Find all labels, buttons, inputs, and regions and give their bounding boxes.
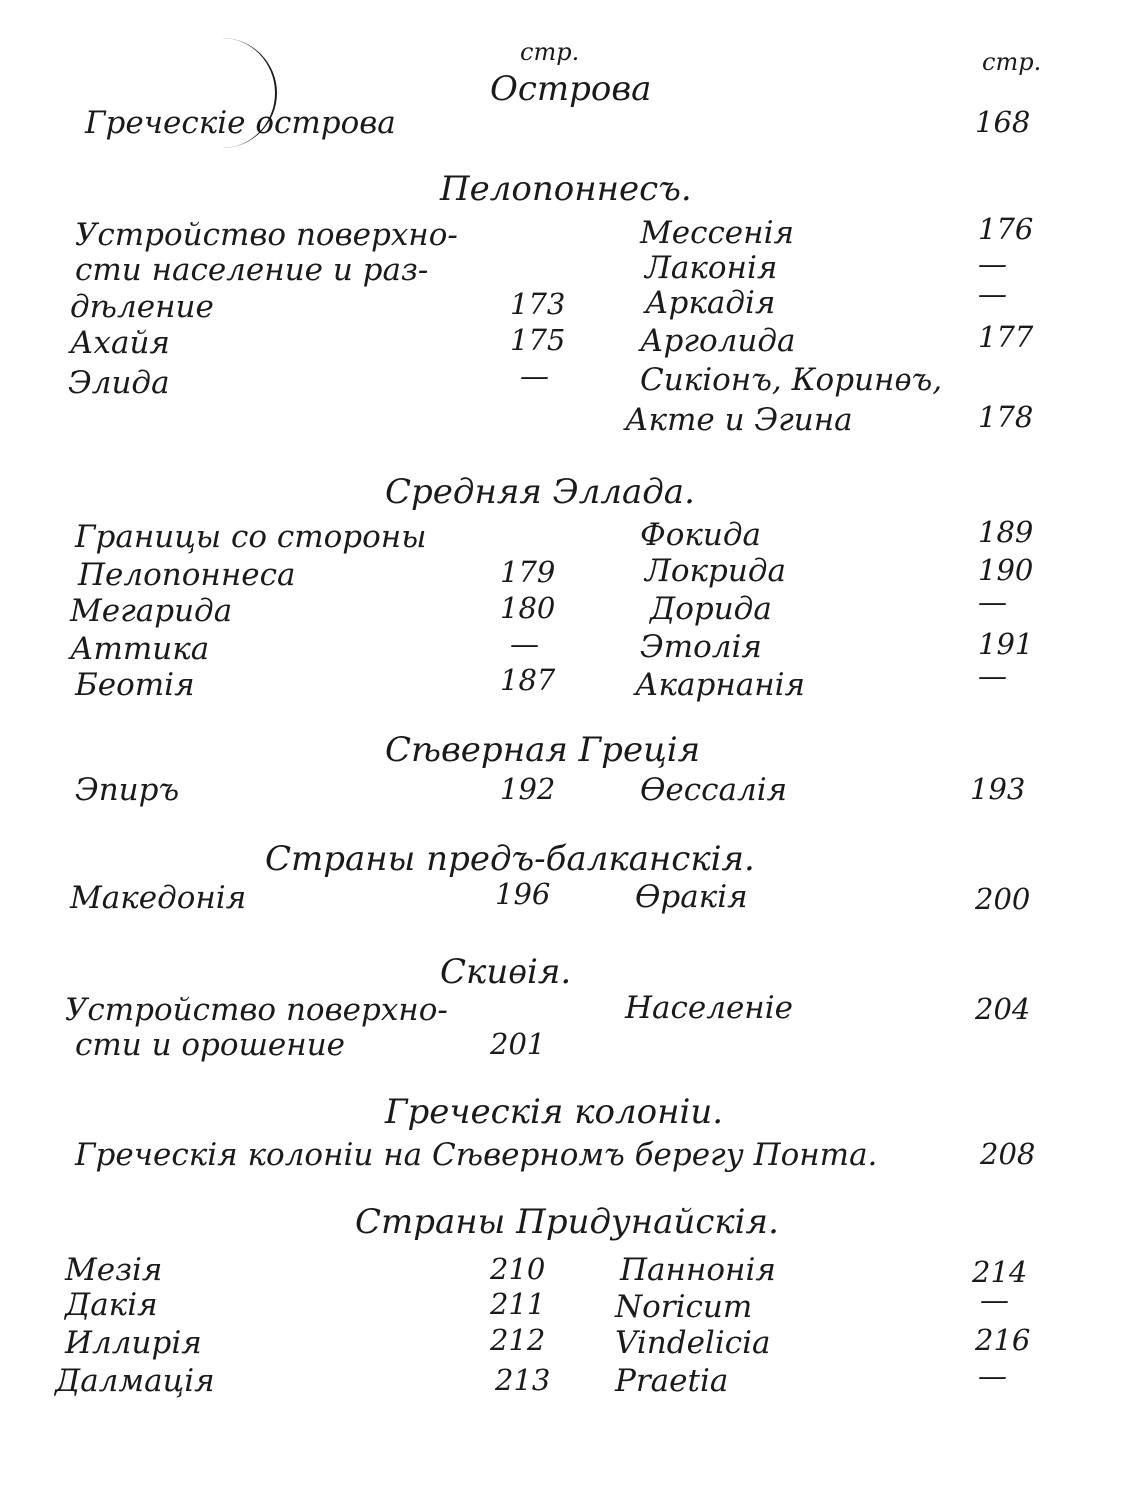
section-title-scythia: Скиѳія. (440, 952, 572, 992)
page-left: 180 (500, 591, 556, 625)
entry-right: Ѳракія (635, 879, 748, 915)
page-left: 173 (510, 287, 566, 321)
page-left: 212 (490, 1323, 546, 1357)
section-title-peloponnese: Пелопоннесъ. (440, 169, 692, 209)
page-left: 179 (500, 555, 556, 589)
entry-left: Македонія (70, 880, 247, 916)
entry-right: Паннонія (620, 1252, 776, 1288)
page-right: 193 (970, 772, 1026, 806)
entry-right: Мессенія (640, 215, 795, 251)
section-title-islands: Острова (490, 69, 652, 109)
entry-left: Эпиръ (75, 772, 180, 808)
entry-right: Vindelicia (615, 1325, 771, 1361)
page-right: 190 (978, 553, 1034, 587)
entry-right: Аркадія (645, 285, 776, 321)
page-left: 213 (495, 1363, 551, 1397)
entry-right: Praetia (615, 1363, 729, 1399)
entry-right: Арголида (640, 323, 796, 359)
column-label-right: стр. (982, 48, 1042, 76)
page-left: — (510, 627, 539, 661)
page-left: 187 (500, 663, 556, 697)
page-right: — (978, 247, 1007, 281)
page-right: 216 (975, 1323, 1031, 1357)
entry-greek-colonies-pontus: Греческія колоніи на Сѣверномъ берегу Понта. (75, 1137, 878, 1173)
entry-left: сти и орошение (75, 1027, 346, 1063)
page-greek-colonies-pontus: 208 (980, 1137, 1036, 1171)
entry-left: Далмація (55, 1363, 215, 1399)
entry-left: Элида (68, 365, 170, 401)
entry-left: Беотія (75, 667, 195, 703)
page-right: 176 (978, 212, 1034, 246)
entry-greek-islands: Греческіе острова (85, 105, 396, 141)
page-left: 196 (495, 877, 551, 911)
entry-left: Ахайя (70, 325, 170, 361)
page-right: 200 (975, 882, 1031, 916)
page-right: 214 (972, 1255, 1028, 1289)
page-right: 178 (978, 400, 1034, 434)
page-greek-islands: 168 (975, 105, 1031, 139)
entry-left: Иллирія (65, 1325, 202, 1361)
entry-right: Дорида (650, 591, 772, 627)
page-left: 192 (500, 772, 556, 806)
column-label-middle: стр. (520, 38, 580, 66)
page-left: 201 (490, 1027, 546, 1061)
page-right: — (978, 277, 1007, 311)
page-left: 211 (490, 1287, 546, 1321)
section-title-northern-greece: Сѣверная Греція (385, 730, 701, 770)
section-title-central-hellas: Средняя Эллада. (385, 472, 695, 512)
entry-left: Аттика (70, 631, 210, 667)
entry-left: Устройство поверхно- (65, 992, 448, 1028)
page-right: 177 (978, 320, 1034, 354)
section-title-pre-balkan: Страны предъ-балканскія. (265, 839, 755, 879)
entry-left: дѣление (70, 289, 214, 325)
entry-left: Мегарида (70, 593, 233, 629)
page-left: 210 (490, 1252, 546, 1286)
entry-right: Лаконія (645, 250, 778, 286)
page-right: — (978, 659, 1007, 693)
entry-right: Ѳессалія (640, 772, 788, 808)
entry-left: Границы со стороны (75, 519, 427, 555)
page-left: 175 (510, 323, 566, 357)
page-right: — (980, 1283, 1009, 1317)
entry-right: Локрида (645, 553, 786, 589)
page-right: 189 (978, 515, 1034, 549)
page-right: — (978, 1359, 1007, 1393)
entry-left: Мезія (65, 1252, 163, 1288)
entry-right: Населеніе (625, 990, 793, 1026)
section-title-greek-colonies: Греческія колоніи. (385, 1092, 724, 1132)
entry-right: Акте и Эгина (625, 402, 853, 438)
entry-right: Акарнанія (635, 667, 806, 703)
entry-right: Noricum (615, 1289, 753, 1325)
entry-left: Пелопоннеса (78, 557, 296, 593)
section-title-danubian: Страны Придунайскія. (355, 1202, 779, 1242)
entry-right: Этолія (640, 629, 762, 665)
entry-left: сти население и раз- (75, 252, 429, 288)
entry-right: Фокида (640, 517, 762, 553)
entry-left: Устройство поверхно- (75, 217, 458, 253)
page-right: — (978, 585, 1007, 619)
page-right: 191 (978, 627, 1034, 661)
page-left: — (520, 359, 549, 393)
entry-left: Дакія (65, 1287, 158, 1323)
page-right: 204 (975, 992, 1031, 1026)
entry-right: Сикіонъ, Коринѳъ, (640, 362, 943, 398)
